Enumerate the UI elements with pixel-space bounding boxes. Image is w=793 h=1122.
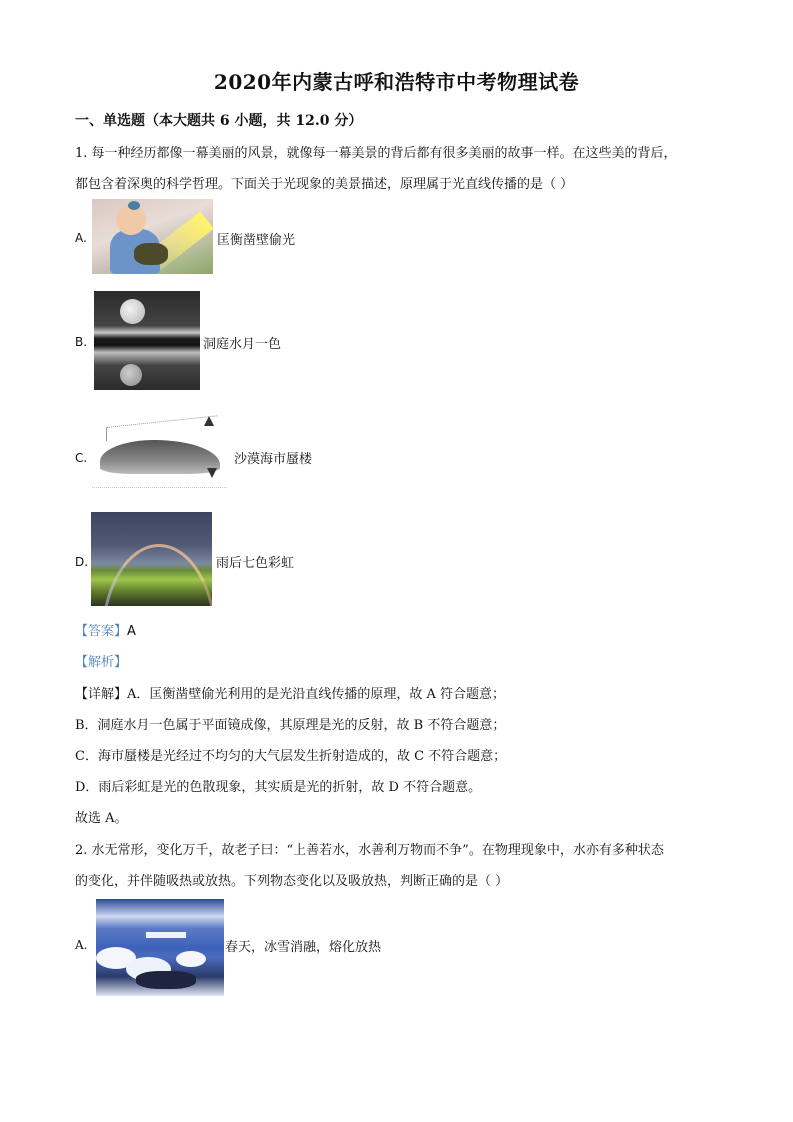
detail-line-b: B．洞庭水月一色属于平面镜成像，其原理是光的反射，故 B 不符合题意； [75,718,506,733]
option-c-letter: C. [75,451,88,465]
option-a-image [92,199,213,274]
option-c-text: 沙漠海市蜃楼 [234,452,313,467]
option-b-text: 洞庭水月一色 [203,337,282,352]
option-d-text: 雨后七色彩虹 [216,556,295,571]
option-b-letter: B. [75,335,88,349]
page-title: 2020年内蒙古呼和浩特市中考物理试卷 [213,70,580,94]
option-d-letter: D. [75,555,89,569]
question-1-stem-line-2: 都包含着深奥的科学哲理。下面关于光现象的美景描述，原理属于光直线传播的是（ ） [75,177,574,192]
section-heading: 一、单选题（本大题共 6 小题，共 12.0 分） [75,113,363,129]
q2-option-a-image [96,899,224,996]
analysis-label: 【解析】 [75,655,128,670]
question-2-stem-line-2: 的变化，并伴随吸热或放热。下列物态变化以及吸放热，判断正确的是（ ） [75,874,509,889]
question-2-stem-line-1: 2. 水无常形，变化万千，故老子曰：“上善若水，水善利万物而不争”。在物理现象中，水亦有多种状态 [75,843,664,858]
q2-option-a-letter: A. [75,938,88,952]
option-a-letter: A. [75,231,87,245]
option-d-image [91,512,212,606]
conclusion: 故选 A。 [75,811,128,826]
detail-label: 【详解】 [75,687,128,702]
detail-text-a: A．匡衡凿壁偷光利用的是光沿直线传播的原理，故 A 符合题意； [127,687,506,702]
answer-value: A [127,624,136,639]
option-a-text: 匡衡凿壁偷光 [217,233,296,248]
question-1-stem-line-1: 1. 每一种经历都像一幕美丽的风景，就像每一幕美景的背后都有很多美丽的故事一样。在这些美的背后， [75,146,677,161]
q2-option-a-text: 春天，冰雪消融，熔化放热 [225,940,382,955]
answer-row [75,620,136,639]
detail-line-a [75,683,505,702]
answer-label: 【答案】 [75,624,128,639]
option-c-image [92,413,232,498]
option-b-image [94,291,200,390]
detail-line-c: C．海市蜃楼是光经过不均匀的大气层发生折射造成的，故 C 不符合题意； [75,749,507,764]
detail-line-d: D．雨后彩虹是光的色散现象，其实质是光的折射，故 D 不符合题意。 [75,780,482,795]
